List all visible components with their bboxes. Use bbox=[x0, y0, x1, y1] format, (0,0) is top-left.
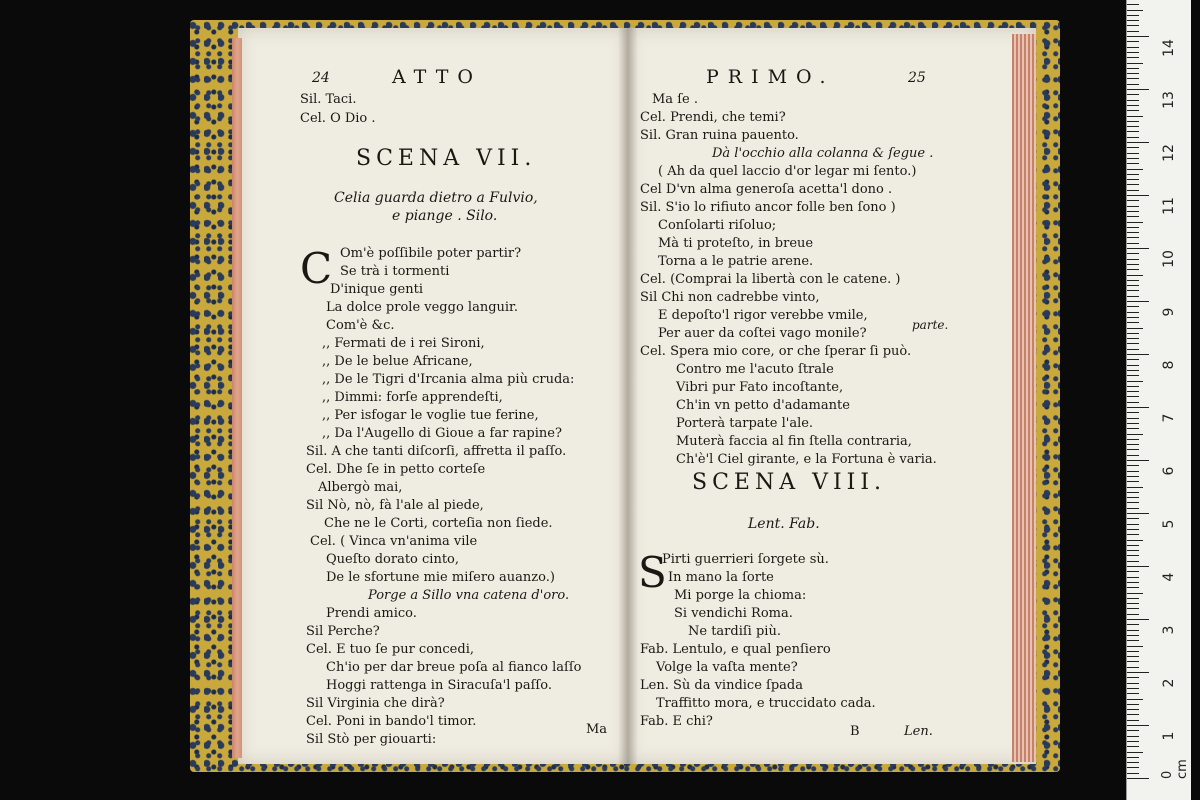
ruler-tick bbox=[1127, 667, 1139, 668]
ruler-tick bbox=[1127, 169, 1143, 170]
ruler-tick bbox=[1127, 635, 1139, 636]
ruler-tick bbox=[1127, 545, 1139, 546]
ruler-number-12: 12 bbox=[1161, 144, 1177, 162]
ruler-tick bbox=[1127, 25, 1139, 26]
left-drop-cap: C bbox=[300, 244, 333, 293]
ruler-tick bbox=[1127, 571, 1139, 572]
right-line-13: E depoſto'l rigor verebbe vmile, bbox=[658, 308, 868, 323]
ruler-tick bbox=[1127, 773, 1139, 774]
ruler-tick bbox=[1127, 752, 1143, 753]
ruler-tick bbox=[1127, 137, 1139, 138]
right-page-red-edge bbox=[1012, 34, 1036, 762]
right-line-25: In mano la ſorte bbox=[668, 570, 774, 585]
left-line-32: Cel. Poni in bando'l timor. bbox=[306, 714, 477, 729]
ruler-tick bbox=[1127, 317, 1139, 318]
ruler-tick bbox=[1127, 285, 1139, 286]
ruler-tick bbox=[1127, 460, 1149, 461]
ruler-number-2: 2 bbox=[1161, 678, 1177, 688]
ruler-tick bbox=[1127, 646, 1143, 647]
ruler-tick bbox=[1127, 243, 1139, 244]
ruler-tick bbox=[1127, 57, 1139, 58]
left-stage-direction-3: Porge a Sillo vna catena d'oro. bbox=[368, 588, 570, 603]
right-line-11: Cel. (Comprai la libertà con le catene. ) bbox=[640, 272, 901, 287]
ruler-tick bbox=[1127, 47, 1139, 48]
left-line-21: Che ne le Corti, corteſia non ſiede. bbox=[324, 516, 553, 531]
ruler-tick bbox=[1127, 534, 1139, 535]
ruler-tick bbox=[1127, 407, 1149, 408]
right-drop-cap: S bbox=[638, 548, 667, 597]
ruler-tick bbox=[1127, 481, 1139, 482]
right-line-6: Cel D'vn alma generoſa acetta'l dono . bbox=[640, 182, 893, 197]
ruler-tick bbox=[1127, 343, 1139, 344]
ruler-tick bbox=[1127, 471, 1139, 472]
right-line-26: Mi porge la chioma: bbox=[674, 588, 807, 603]
ruler-tick bbox=[1127, 767, 1139, 768]
right-line-33: Fab. E chi? bbox=[640, 714, 713, 729]
ruler-tick bbox=[1127, 396, 1139, 397]
ruler-number-9: 9 bbox=[1161, 307, 1177, 317]
ruler-tick bbox=[1127, 381, 1143, 382]
right-line-9: Mà ti proteſto, in breue bbox=[658, 236, 814, 251]
right-line-20: Muterà faccia al fin ſtella contraria, bbox=[676, 434, 912, 449]
ruler-tick bbox=[1127, 428, 1139, 429]
ruler-tick bbox=[1127, 492, 1139, 493]
ruler-tick bbox=[1127, 206, 1139, 207]
ruler-tick bbox=[1127, 184, 1139, 185]
left-line-18: Cel. Dhe ſe in petto corteſe bbox=[306, 462, 486, 477]
ruler-tick bbox=[1127, 296, 1139, 297]
ruler-tick bbox=[1127, 280, 1139, 281]
ruler-tick bbox=[1127, 306, 1139, 307]
ruler-tick bbox=[1127, 126, 1139, 127]
ruler-tick bbox=[1127, 195, 1149, 196]
ruler-tick bbox=[1127, 677, 1139, 678]
ruler-tick bbox=[1127, 651, 1139, 652]
right-line-30: Volge la vaſta mente? bbox=[656, 660, 798, 675]
left-line-13: ,, De le Tigri d'Ircania alma più cruda: bbox=[322, 372, 575, 387]
ruler-number-4: 4 bbox=[1161, 572, 1177, 582]
ruler-tick bbox=[1127, 757, 1139, 758]
ruler-number-8: 8 bbox=[1161, 360, 1177, 370]
left-line-6: Om'è poſſibile poter partir? bbox=[340, 246, 522, 261]
right-line-14: Per auer da coſtei vago monile? bbox=[658, 326, 867, 341]
ruler-tick bbox=[1127, 386, 1139, 387]
ruler-tick bbox=[1127, 211, 1139, 212]
left-line-33: Sil Stò per giouarti: bbox=[306, 732, 437, 747]
ruler-tick bbox=[1127, 248, 1149, 249]
ruler-tick bbox=[1127, 720, 1139, 721]
right-line-27: Si vendichi Roma. bbox=[674, 606, 793, 621]
ruler-tick bbox=[1127, 375, 1139, 376]
ruler-tick bbox=[1127, 328, 1143, 329]
ruler-tick bbox=[1127, 608, 1139, 609]
ruler-tick bbox=[1127, 4, 1139, 5]
right-line-24: Pirti guerrieri ſorgete sù. bbox=[662, 552, 829, 567]
ruler-tick bbox=[1127, 116, 1143, 117]
ruler-tick bbox=[1127, 89, 1149, 90]
ruler-tick bbox=[1127, 577, 1139, 578]
ruler-tick bbox=[1127, 147, 1139, 148]
left-line-12: ,, De le belue Africane, bbox=[322, 354, 473, 369]
right-line-21: Ch'è'l Ciel girante, e la Fortuna è varia. bbox=[676, 452, 937, 467]
right-line-31: Len. Sù da vindice ſpada bbox=[640, 678, 803, 693]
ruler-tick bbox=[1127, 513, 1149, 514]
ruler-tick bbox=[1127, 725, 1149, 726]
ruler-tick bbox=[1127, 524, 1139, 525]
left-line-9: La dolce prole veggo languir. bbox=[326, 300, 518, 315]
ruler-tick bbox=[1127, 359, 1139, 360]
right-line-32: Traffitto mora, e truccidato cada. bbox=[656, 696, 876, 711]
ruler-tick bbox=[1127, 78, 1139, 79]
ruler-tick bbox=[1127, 714, 1139, 715]
right-characters: Lent. Fab. bbox=[748, 516, 820, 532]
measurement-ruler bbox=[1126, 0, 1191, 800]
ruler-number-5: 5 bbox=[1161, 519, 1177, 529]
ruler-tick bbox=[1127, 20, 1139, 21]
ruler-tick bbox=[1127, 593, 1143, 594]
ruler-tick bbox=[1127, 158, 1139, 159]
ruler-tick bbox=[1127, 434, 1143, 435]
ruler-tick bbox=[1127, 275, 1143, 276]
left-line-19: Albergò mai, bbox=[318, 480, 403, 495]
ruler-tick bbox=[1127, 121, 1139, 122]
right-line-19: Porterà tarpate l'ale. bbox=[676, 416, 814, 431]
ruler-tick bbox=[1127, 10, 1143, 11]
ruler-tick bbox=[1127, 704, 1139, 705]
ruler-tick bbox=[1127, 672, 1149, 673]
ruler-number-13: 13 bbox=[1161, 91, 1177, 109]
ruler-tick bbox=[1127, 312, 1139, 313]
left-line-11: ,, Fermati de i rei Sironi, bbox=[322, 336, 485, 351]
ruler-tick bbox=[1127, 412, 1139, 413]
ruler-number-6: 6 bbox=[1161, 466, 1177, 476]
left-line-16: ,, Da l'Augello di Gioue a far rapine? bbox=[322, 426, 562, 441]
ruler-tick bbox=[1127, 190, 1139, 191]
left-stage-direction-1: Celia guarda dietro a Fulvio, bbox=[334, 190, 538, 206]
left-line-27: Sil Perche? bbox=[306, 624, 380, 639]
ruler-tick bbox=[1127, 455, 1139, 456]
ruler-tick bbox=[1127, 683, 1139, 684]
ruler-tick bbox=[1127, 333, 1139, 334]
ruler-tick bbox=[1127, 36, 1149, 37]
right-line-5: ( Ah da quel laccio d'or legar mi ſento.) bbox=[658, 164, 917, 179]
right-line-12: Sil Chi non cadrebbe vinto, bbox=[640, 290, 820, 305]
ruler-tick bbox=[1127, 402, 1139, 403]
left-catchword: Ma bbox=[586, 722, 608, 737]
ruler-tick bbox=[1127, 487, 1143, 488]
ruler-tick bbox=[1127, 100, 1139, 101]
right-margin-note: parte. bbox=[912, 318, 949, 332]
ruler-tick bbox=[1127, 693, 1139, 694]
ruler-number-1: 1 bbox=[1161, 731, 1177, 741]
ruler-tick bbox=[1127, 290, 1139, 291]
ruler-number-3: 3 bbox=[1161, 625, 1177, 635]
ruler-unit-label: 0 cm bbox=[1160, 759, 1190, 779]
ruler-tick bbox=[1127, 630, 1139, 631]
ruler-tick bbox=[1127, 15, 1139, 16]
ruler-tick bbox=[1127, 555, 1139, 556]
ruler-number-10: 10 bbox=[1161, 250, 1177, 268]
left-line-15: ,, Per isfogar le voglie tue ferine, bbox=[322, 408, 539, 423]
ruler-tick bbox=[1127, 365, 1139, 366]
ruler-tick bbox=[1127, 94, 1139, 95]
ruler-tick bbox=[1127, 142, 1149, 143]
ruler-tick bbox=[1127, 237, 1139, 238]
left-line-7: Se trà i tormenti bbox=[340, 264, 450, 279]
ruler-tick bbox=[1127, 349, 1139, 350]
ruler-tick bbox=[1127, 153, 1139, 154]
ruler-tick bbox=[1127, 444, 1139, 445]
left-line-1: Sil. Taci. bbox=[300, 92, 357, 107]
ruler-tick bbox=[1127, 741, 1139, 742]
ruler-tick bbox=[1127, 163, 1139, 164]
left-line-8: D'inique genti bbox=[330, 282, 423, 297]
right-line-10: Torna a le patrie arene. bbox=[658, 254, 814, 269]
ruler-tick bbox=[1127, 624, 1139, 625]
ruler-number-14: 14 bbox=[1161, 39, 1177, 57]
ruler-tick bbox=[1127, 131, 1139, 132]
ruler-tick bbox=[1127, 582, 1139, 583]
left-line-23: Queſto dorato cinto, bbox=[326, 552, 460, 567]
left-line-10: Com'è &c. bbox=[326, 318, 395, 333]
ruler-tick bbox=[1127, 179, 1139, 180]
left-running-header: ATTO bbox=[392, 66, 482, 88]
ruler-tick bbox=[1127, 174, 1139, 175]
ruler-tick bbox=[1127, 508, 1139, 509]
left-line-26: Prendi amico. bbox=[326, 606, 417, 621]
left-page-red-edge bbox=[232, 38, 242, 758]
ruler-tick bbox=[1127, 603, 1139, 604]
left-line-2: Cel. O Dio . bbox=[300, 111, 376, 126]
right-signature-mark: B bbox=[850, 724, 860, 739]
ruler-tick bbox=[1127, 778, 1149, 779]
right-line-29: Fab. Lentulo, e qual penſiero bbox=[640, 642, 831, 657]
ruler-tick bbox=[1127, 391, 1139, 392]
ruler-tick bbox=[1127, 216, 1139, 217]
right-line-7: Sil. S'io lo rifiuto ancor folle ben ſono ) bbox=[640, 200, 896, 215]
right-line-15: Cel. Spera mio core, or che ſperar ſi può. bbox=[640, 344, 912, 359]
ruler-tick bbox=[1127, 661, 1139, 662]
left-line-24: De le sfortune mie miſero auanzo.) bbox=[326, 570, 555, 585]
right-page-number: 25 bbox=[908, 70, 926, 86]
ruler-tick bbox=[1127, 253, 1139, 254]
ruler-tick bbox=[1127, 640, 1139, 641]
ruler-tick bbox=[1127, 502, 1139, 503]
left-line-30: Hoggi rattenga in Siracuſa'l paſſo. bbox=[326, 678, 552, 693]
ruler-tick bbox=[1127, 338, 1139, 339]
right-stage-direction-1: Dà l'occhio alla colanna & ſegue . bbox=[712, 146, 934, 161]
ruler-tick bbox=[1127, 227, 1139, 228]
ruler-tick bbox=[1127, 52, 1139, 53]
ruler-tick bbox=[1127, 561, 1139, 562]
right-line-3: Sil. Gran ruina pauento. bbox=[640, 128, 799, 143]
ruler-tick bbox=[1127, 439, 1139, 440]
right-line-8: Conſolarti riſoluo; bbox=[658, 218, 777, 233]
right-line-17: Vibri pur Fato incoſtante, bbox=[676, 380, 844, 395]
right-line-16: Contro me l'acuto ſtrale bbox=[676, 362, 834, 377]
ruler-tick bbox=[1127, 476, 1139, 477]
left-line-17: Sil. A che tanti diſcorſi, affretta il paſſo. bbox=[306, 444, 567, 459]
ruler-tick bbox=[1127, 264, 1139, 265]
left-line-14: ,, Dimmi: forſe apprendeſti, bbox=[322, 390, 503, 405]
ruler-tick bbox=[1127, 322, 1139, 323]
right-line-28: Ne tardiſi più. bbox=[688, 624, 781, 639]
ruler-tick bbox=[1127, 518, 1139, 519]
ruler-tick bbox=[1127, 550, 1139, 551]
ruler-tick bbox=[1127, 105, 1139, 106]
ruler-tick bbox=[1127, 232, 1139, 233]
ruler-tick bbox=[1127, 465, 1139, 466]
left-line-28: Cel. E tuo ſe pur concedi, bbox=[306, 642, 474, 657]
ruler-tick bbox=[1127, 736, 1139, 737]
ruler-tick bbox=[1127, 529, 1139, 530]
left-page-number: 24 bbox=[312, 70, 330, 86]
ruler-tick bbox=[1127, 540, 1143, 541]
ruler-tick bbox=[1127, 699, 1143, 700]
ruler-tick bbox=[1127, 497, 1139, 498]
ruler-tick bbox=[1127, 222, 1143, 223]
ruler-tick bbox=[1127, 449, 1139, 450]
ruler-tick bbox=[1127, 566, 1149, 567]
ruler-tick bbox=[1127, 762, 1139, 763]
ruler-number-7: 7 bbox=[1161, 413, 1177, 423]
ruler-tick bbox=[1127, 370, 1139, 371]
ruler-tick bbox=[1127, 418, 1139, 419]
scene-vii-title: SCENA VII. bbox=[356, 146, 537, 171]
left-line-22: Cel. ( Vinca vn'anima vile bbox=[310, 534, 478, 549]
ruler-tick bbox=[1127, 730, 1139, 731]
ruler-tick bbox=[1127, 110, 1139, 111]
ruler-tick bbox=[1127, 84, 1139, 85]
ruler-tick bbox=[1127, 73, 1139, 74]
ruler-tick bbox=[1127, 68, 1139, 69]
ruler-tick bbox=[1127, 598, 1139, 599]
ruler-tick bbox=[1127, 423, 1139, 424]
ruler-tick bbox=[1127, 354, 1149, 355]
ruler-tick bbox=[1127, 259, 1139, 260]
right-line-2: Cel. Prendi, che temi? bbox=[640, 110, 786, 125]
ruler-tick bbox=[1127, 301, 1149, 302]
ruler-tick bbox=[1127, 619, 1149, 620]
ruler-tick bbox=[1127, 269, 1139, 270]
ruler-tick bbox=[1127, 656, 1139, 657]
left-stage-direction-2: e piange . Silo. bbox=[392, 208, 498, 224]
ruler-tick bbox=[1127, 31, 1139, 32]
ruler-tick bbox=[1127, 688, 1139, 689]
ruler-number-11: 11 bbox=[1161, 197, 1177, 215]
ruler-tick bbox=[1127, 41, 1139, 42]
ruler-tick bbox=[1127, 200, 1139, 201]
right-catchword: Len. bbox=[904, 724, 933, 739]
ruler-tick bbox=[1127, 746, 1139, 747]
ruler-tick bbox=[1127, 587, 1139, 588]
ruler-tick bbox=[1127, 614, 1139, 615]
right-line-1: Ma ſe . bbox=[652, 92, 698, 107]
book-gutter bbox=[618, 28, 638, 764]
left-line-29: Ch'io per dar breue poſa al fianco laſſo bbox=[326, 660, 582, 675]
right-line-18: Ch'in vn petto d'adamante bbox=[676, 398, 850, 413]
left-line-20: Sil Nò, nò, fà l'ale al piede, bbox=[306, 498, 484, 513]
left-line-31: Sil Virginia che dirà? bbox=[306, 696, 445, 711]
ruler-tick bbox=[1127, 709, 1139, 710]
ruler-tick bbox=[1127, 63, 1143, 64]
right-running-header: PRIMO. bbox=[706, 66, 835, 88]
scene-viii-title: SCENA VIII. bbox=[692, 470, 887, 495]
